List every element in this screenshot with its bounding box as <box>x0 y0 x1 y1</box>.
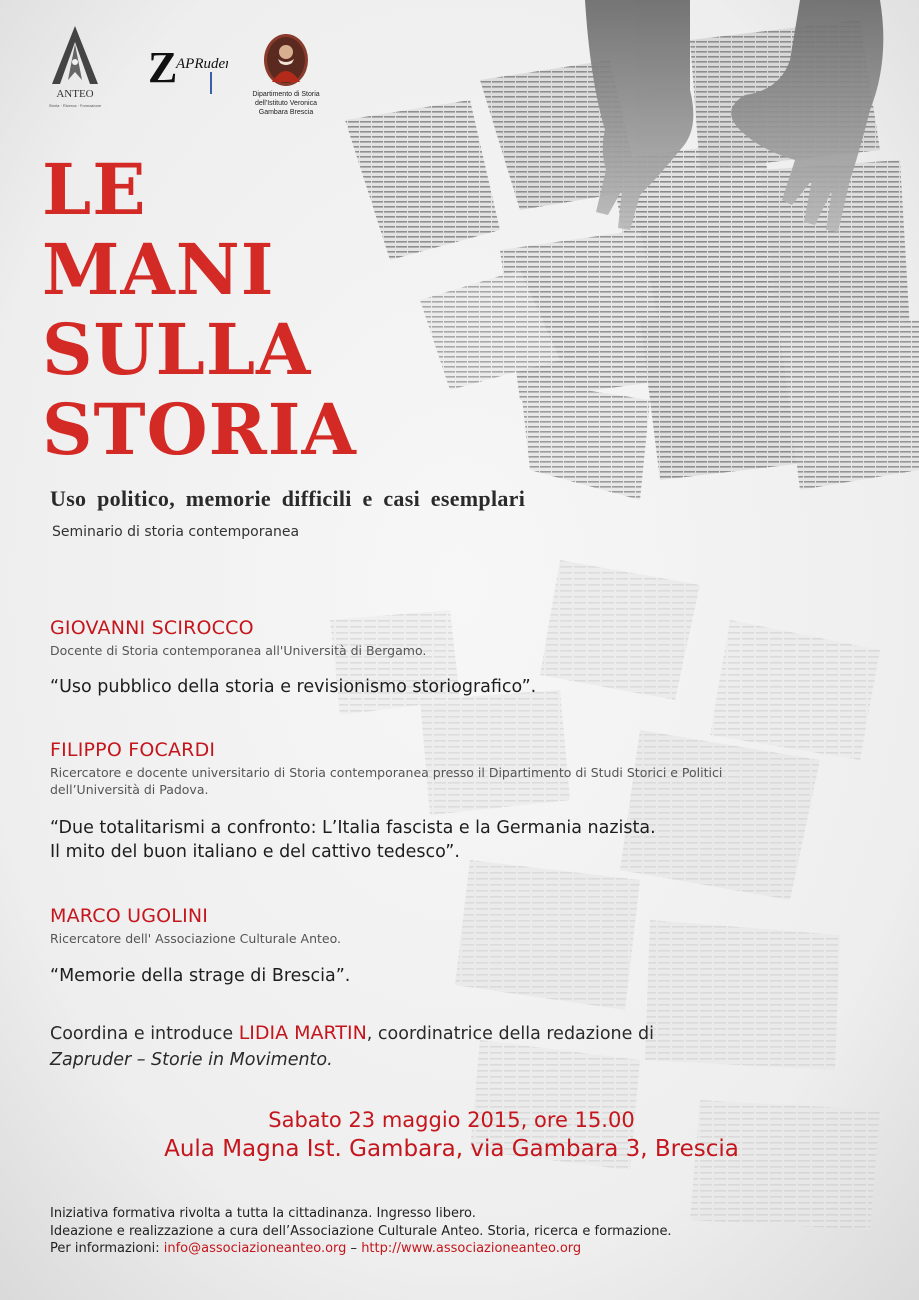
title-line-2: MANI <box>42 228 275 311</box>
publication-name: Zapruder – Storie in Movimento. <box>50 1050 333 1070</box>
title-line-3: SULLA <box>42 308 312 391</box>
footer-line-2: Ideazione e realizzazione a cura dell’Associazione Culturale Anteo. Storia, ricerca e formazione. <box>50 1223 672 1239</box>
anteo-symbol-icon <box>40 24 110 88</box>
zapruder-wordmark: APRuder <box>176 56 228 72</box>
zapruder-logo <box>148 34 228 94</box>
anteo-logo <box>40 24 110 114</box>
dipartimento-logo <box>242 32 330 132</box>
speaker-role-scirocco: Docente di Storia contemporanea all'Università di Bergamo. <box>50 643 427 658</box>
anteo-tagline: Storia · Ricerca · Formazione <box>48 103 102 108</box>
portrait-seal-icon <box>242 32 330 88</box>
footer <box>50 1205 672 1258</box>
speaker-role-focardi: Ricercatore e docente universitario di Storia contemporanea presso il Dipartimento di Studi Storici e Politici dell’Università di Padova. <box>50 765 723 797</box>
title-line-1: LE <box>42 148 147 231</box>
event-venue: Aula Magna Ist. Gambara, via Gambara 3, Brescia <box>164 1136 739 1162</box>
website-link[interactable]: http://www.associazioneanteo.org <box>361 1241 582 1256</box>
talk-title-scirocco: “Uso pubblico della storia e revisionismo storiografico”. <box>50 677 537 697</box>
footer-line-1: Iniziativa formativa rivolta a tutta la cittadinanza. Ingresso libero. <box>50 1206 476 1221</box>
footer-contact: Per informazioni: info@associazioneanteo.org – http://www.associazioneanteo.org <box>50 1241 582 1256</box>
poster-title <box>42 150 357 470</box>
speaker-name-scirocco: GIOVANNI SCIROCCO <box>50 617 254 639</box>
speaker-name-focardi: FILIPPO FOCARDI <box>50 739 216 761</box>
event-date: Sabato 23 maggio 2015, ore 15.00 <box>268 1108 635 1132</box>
dipartimento-caption: Dipartimento di Storia dell'Istituto Veronica Gambara Brescia <box>252 91 320 116</box>
poster-subtitle: Uso politico, memorie difficili e casi esemplari <box>50 486 526 511</box>
talk-title-focardi: “Due totalitarismi a confronto: L’Italia fascista e la Germania nazista. Il mito del buon italiano e del cattivo tedesco”. <box>50 818 656 862</box>
seminar-label: Seminario di storia contemporanea <box>52 524 300 540</box>
email-link[interactable]: info@associazioneanteo.org <box>163 1241 347 1256</box>
zapruder-initial: Z <box>148 43 178 92</box>
logo-strip <box>40 24 340 124</box>
coordination-note: Coordina e introduce LIDIA MARTIN, coordinatrice della redazione di Zapruder – Storie in Movimento. <box>50 1020 654 1073</box>
talk-title-ugolini: “Memorie della strage di Brescia”. <box>50 966 351 986</box>
coordinator-name: LIDIA MARTIN <box>238 1022 367 1044</box>
anteo-name: ANTEO <box>56 88 94 100</box>
speaker-role-ugolini: Ricercatore dell' Associazione Culturale Anteo. <box>50 931 342 946</box>
title-line-4: STORIA <box>42 388 357 471</box>
speaker-name-ugolini: MARCO UGOLINI <box>50 905 209 927</box>
